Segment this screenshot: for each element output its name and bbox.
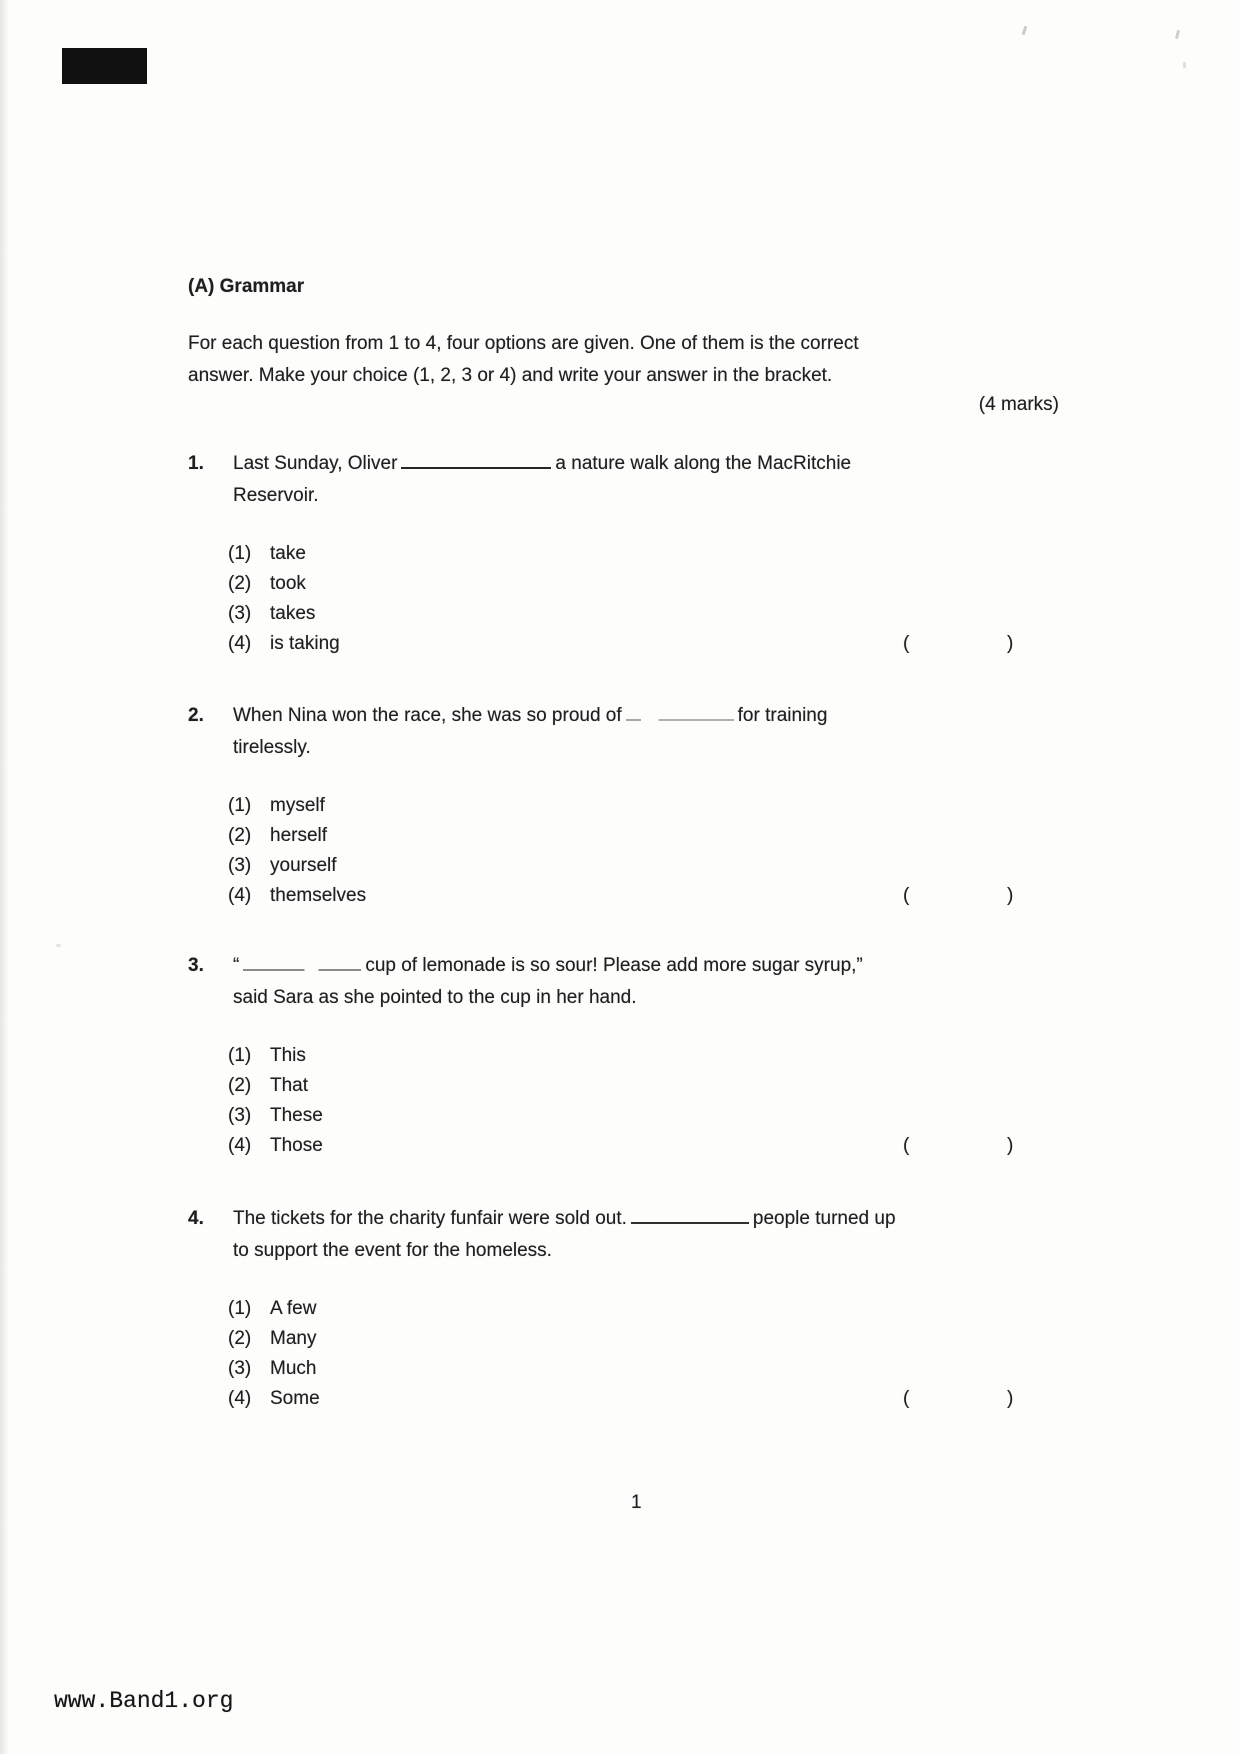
question-text-line1 [233,1208,896,1230]
answer-bracket [0,1135,1239,1161]
question-text-line2: said Sara as she pointed to the cup in her hand. [233,987,637,1008]
bracket-close: ) [1007,1135,1014,1156]
question-text-line1 [233,453,851,475]
option-row [228,1045,306,1067]
option-number: (3) [228,1358,252,1379]
option-text: took [270,573,306,594]
option-row [228,543,306,565]
question-text-after-blank: a nature walk along the MacRitchie [555,453,852,474]
answer-bracket [0,633,1239,659]
answer-bracket [0,885,1239,911]
option-number: (4) [228,885,252,906]
option-row [228,1298,316,1320]
answer-blank [626,707,734,721]
question-text-line2: to support the event for the homeless. [233,1240,552,1261]
answer-blank [401,453,551,469]
question-text-line1 [233,955,863,977]
redaction-box [62,48,147,84]
section-title: (A) Grammar [188,276,305,297]
option-number: (4) [228,633,252,654]
option-number: (2) [228,1328,252,1349]
option-number: (2) [228,825,252,846]
scan-speck [1022,26,1028,35]
question-text-line2: Reservoir. [233,485,319,506]
bracket-close: ) [1007,885,1014,906]
question-text-before-blank: When Nina won the race, she was so proud of [233,705,622,726]
option-number: (2) [228,573,252,594]
option-text: myself [270,795,325,816]
option-text: is taking [270,633,340,654]
scan-speck [56,944,61,947]
bracket-open: ( [903,1388,910,1409]
option-number: (2) [228,1075,252,1096]
option-number: (1) [228,1045,252,1066]
question-text-after-blank: for training [737,705,828,726]
question-number: 4. [188,1208,204,1229]
option-number: (3) [228,1105,252,1126]
question-text-line2: tirelessly. [233,737,311,758]
option-number: (3) [228,855,252,876]
option-row [228,1328,316,1350]
option-row [228,855,337,877]
option-text: Some [270,1388,320,1409]
option-text: yourself [270,855,337,876]
scan-speck [1183,62,1186,68]
instructions-line1: For each question from 1 to 4, four options are given. One of them is the correct [188,333,859,354]
question-number: 2. [188,705,204,726]
option-number: (1) [228,795,252,816]
answer-blank [243,957,361,971]
scan-speck [1175,30,1180,39]
question-text-before-blank: “ [233,955,240,976]
option-text: These [270,1105,323,1126]
question-number: 1. [188,453,204,474]
bracket-open: ( [903,633,910,654]
option-number: (3) [228,603,252,624]
option-text: That [270,1075,309,1096]
footer-website: www.Band1.org [54,1688,234,1714]
option-text: take [270,543,306,564]
option-number: (4) [228,1135,252,1156]
option-number: (4) [228,1388,252,1409]
option-text: herself [270,825,328,846]
option-row [228,1358,316,1380]
option-number: (1) [228,543,252,564]
page-number: 1 [631,1492,642,1513]
option-text: Those [270,1135,323,1156]
option-row [228,1105,323,1127]
option-text: themselves [270,885,367,906]
bracket-open: ( [903,885,910,906]
question-number: 3. [188,955,204,976]
question-text-before-blank: The tickets for the charity funfair were sold out. [233,1208,627,1229]
question-text-before-blank: Last Sunday, Oliver [233,453,398,474]
bracket-close: ) [1007,1388,1014,1409]
option-row [228,603,315,625]
marks-note: (4 marks) [978,394,1059,415]
instructions-line2: answer. Make your choice (1, 2, 3 or 4) and write your answer in the bracket. [188,365,833,386]
bracket-open: ( [903,1135,910,1156]
option-row [228,795,325,817]
question-text-line1 [233,705,827,727]
question-text-after-blank: cup of lemonade is so sour! Please add more sugar syrup,” [365,955,863,976]
option-text: This [270,1045,306,1066]
option-row [228,1075,308,1097]
option-number: (1) [228,1298,252,1319]
option-row [228,573,306,595]
option-text: Much [270,1358,317,1379]
question-text-after-blank: people turned up [752,1208,896,1229]
option-text: A few [270,1298,317,1319]
answer-bracket [0,1388,1239,1414]
answer-blank [631,1208,749,1224]
option-text: Many [270,1328,317,1349]
option-row [228,825,327,847]
option-text: takes [270,603,316,624]
bracket-close: ) [1007,633,1014,654]
